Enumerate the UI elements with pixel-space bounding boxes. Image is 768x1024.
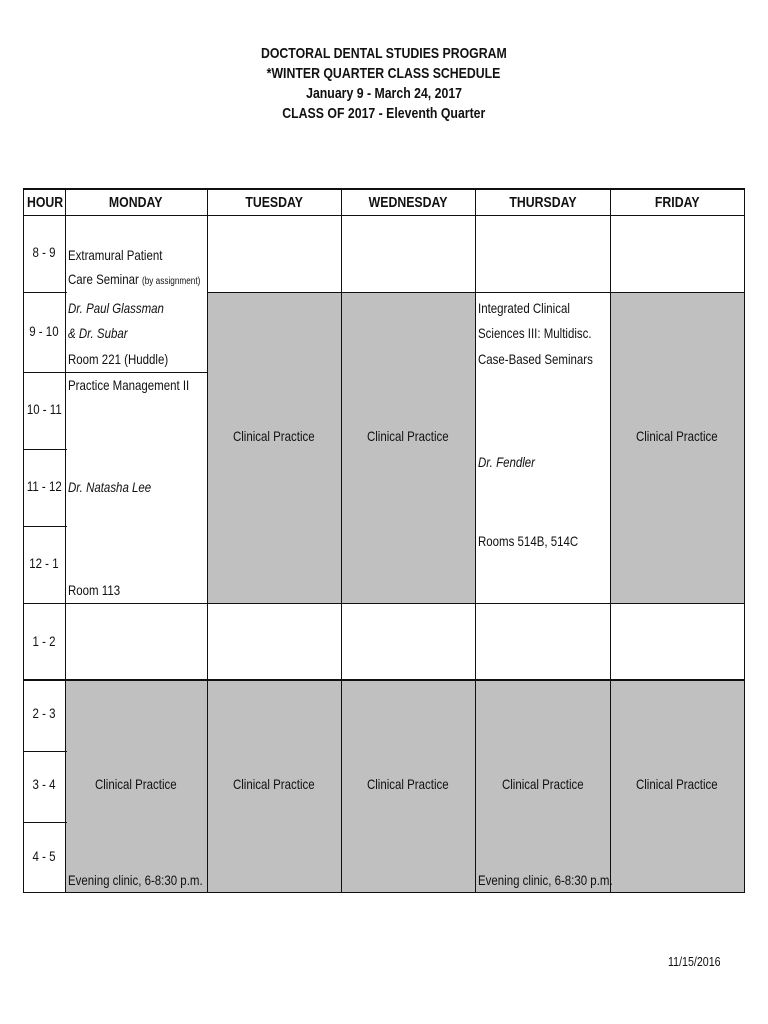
hour-label: 9 - 10	[29, 323, 59, 339]
hour-label: 4 - 5	[32, 848, 56, 864]
hour-label: 3 - 4	[32, 776, 56, 792]
thursday-afternoon-clinical: Clinical Practice	[501, 776, 584, 792]
column-header-monday: MONDAY	[109, 194, 163, 211]
column-header-hour: HOUR	[26, 194, 64, 211]
monday-afternoon-clinical: Clinical Practice	[95, 776, 177, 792]
hour-label: 11 - 12	[26, 478, 62, 494]
row-line	[23, 679, 744, 681]
monday-instructor-glassman: Dr. Paul Glassman	[68, 300, 164, 316]
column-header-friday: FRIDAY	[654, 194, 700, 211]
class-quarter: CLASS OF 2017 - Eleventh Quarter	[282, 105, 486, 122]
monday-seminar-title: Extramural Patient	[68, 247, 163, 263]
friday-afternoon-clinical: Clinical Practice	[636, 776, 718, 792]
row-line	[23, 526, 67, 527]
column-header-tuesday: TUESDAY	[245, 194, 303, 211]
column-line	[744, 188, 745, 893]
tuesday-morning-block	[207, 292, 341, 603]
table-bottom-border	[23, 892, 744, 893]
thursday-course-line2: Sciences III: Multidisc.	[478, 325, 592, 341]
monday-practice-management: Practice Management II	[68, 377, 190, 393]
wednesday-morning-clinical: Clinical Practice	[367, 428, 449, 444]
column-header-thursday: THURSDAY	[508, 194, 577, 211]
thursday-evening-clinic: Evening clinic, 6-8:30 p.m.	[478, 872, 613, 888]
row-line	[23, 292, 67, 293]
program-title: DOCTORAL DENTAL STUDIES PROGRAM	[261, 45, 507, 62]
tuesday-afternoon-clinical: Clinical Practice	[233, 776, 315, 792]
monday-evening-clinic: Evening clinic, 6-8:30 p.m.	[68, 872, 203, 888]
monday-instructor-lee: Dr. Natasha Lee	[68, 479, 152, 495]
thursday-course-line3: Case-Based Seminars	[478, 351, 593, 367]
thursday-rooms: Rooms 514B, 514C	[478, 533, 579, 549]
friday-morning-block	[610, 292, 744, 603]
row-line	[23, 372, 207, 373]
thursday-course-line1: Integrated Clinical	[478, 300, 570, 316]
tuesday-morning-clinical: Clinical Practice	[233, 428, 315, 444]
hour-label: 12 - 1	[29, 555, 59, 571]
monday-room-113: Room 113	[68, 582, 121, 598]
hour-label: 8 - 9	[32, 244, 56, 260]
wednesday-afternoon-clinical: Clinical Practice	[367, 776, 449, 792]
row-line	[23, 449, 67, 450]
schedule-title: *WINTER QUARTER CLASS SCHEDULE	[267, 65, 501, 82]
hour-label: 10 - 11	[26, 401, 62, 417]
column-header-wednesday: WEDNESDAY	[368, 194, 448, 211]
hour-label: 1 - 2	[32, 633, 56, 649]
thursday-instructor-fendler: Dr. Fendler	[478, 454, 536, 470]
friday-morning-clinical: Clinical Practice	[636, 428, 718, 444]
monday-instructor-subar: & Dr. Subar	[68, 325, 128, 341]
monday-room-221: Room 221 (Huddle)	[68, 351, 169, 367]
row-line	[23, 822, 67, 823]
seminar-assignment-note: (by assignment)	[142, 276, 201, 287]
footer-date: 11/15/2016	[668, 954, 721, 969]
wednesday-morning-block	[341, 292, 475, 603]
monday-seminar-subtitle: Care Seminar (by assignment)	[68, 271, 201, 287]
row-line	[23, 751, 67, 752]
hour-label: 2 - 3	[32, 705, 56, 721]
row-line	[23, 603, 744, 604]
date-range: January 9 - March 24, 2017	[306, 85, 462, 102]
